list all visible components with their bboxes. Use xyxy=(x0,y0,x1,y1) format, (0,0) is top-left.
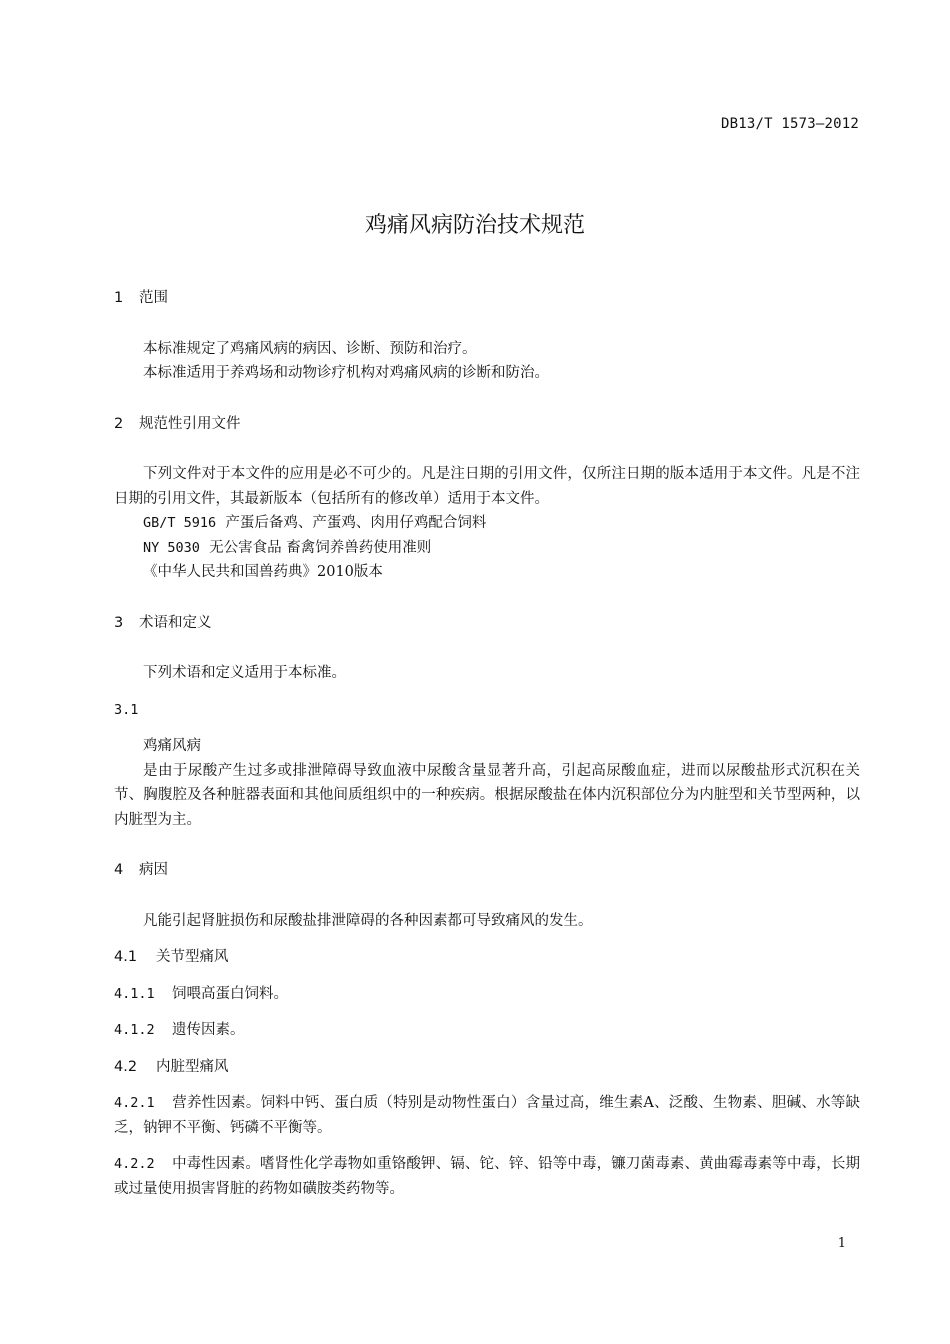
section-title: 术语和定义 xyxy=(139,614,212,631)
clause-text: 营养性因素。饲料中钙、蛋白质（特别是动物性蛋白）含量过高，维生素A、泛酸、生物素、胆碱、水等缺乏，钠钾不平衡、钙磷不平衡等。 xyxy=(114,1095,860,1136)
section-number: 4 xyxy=(114,862,124,878)
standard-code: DB13/T 1573—2012 xyxy=(720,116,859,132)
subsection-title: 关节型痛风 xyxy=(156,949,229,965)
paragraph: 下列术语和定义适用于本标准。 xyxy=(143,665,346,681)
section-number: 2 xyxy=(114,415,124,432)
reference-title: 无公害食品 畜禽饲养兽药使用准则 xyxy=(209,539,432,556)
term-name: 鸡痛风病 xyxy=(143,738,201,754)
reference-title: 产蛋后备鸡、产蛋鸡、肉用仔鸡配合饲料 xyxy=(225,515,487,531)
section-3-heading xyxy=(114,611,860,636)
page-number: 1 xyxy=(837,1236,846,1251)
clause-number: 4.2.2 xyxy=(114,1156,155,1172)
paragraph: 本标准规定了鸡痛风病的病因、诊断、预防和治疗。 xyxy=(143,340,477,357)
reference-item xyxy=(114,536,860,561)
subsection-number: 4.2 xyxy=(114,1058,138,1075)
subsection-title: 内脏型痛风 xyxy=(156,1058,229,1075)
subsection-4-2-heading xyxy=(114,1055,860,1080)
reference-code: GB/T 5916 xyxy=(143,515,217,531)
document-body xyxy=(114,286,860,1201)
clause-item xyxy=(114,982,860,1007)
clause-number: 4.1.2 xyxy=(114,1022,155,1038)
document-title: 鸡痛风病防治技术规范 xyxy=(364,213,585,238)
subsection-number xyxy=(114,698,860,723)
clause-number: 4.1.1 xyxy=(114,985,155,1002)
section-1-heading xyxy=(114,286,860,311)
section-number: 3 xyxy=(114,614,124,631)
reference-item xyxy=(114,511,860,536)
clause-item xyxy=(114,1091,860,1140)
clause-text: 饲喂高蛋白饲料。 xyxy=(172,985,288,1002)
subsection-number: 4.1 xyxy=(114,949,138,965)
paragraph: 凡能引起肾脏损伤和尿酸盐排泄障碍的各种因素都可导致痛风的发生。 xyxy=(143,912,593,929)
clause-item xyxy=(114,1152,860,1201)
clause-text: 中毒性因素。嗜肾性化学毒物如重铬酸钾、镉、铊、锌、铅等中毒，镰刀菌毒素、黄曲霉毒素等中毒，长期或过量使用损害肾脏的药物如磺胺类药物等。 xyxy=(114,1156,860,1197)
clause-item xyxy=(114,1018,860,1043)
clause-text: 遗传因素。 xyxy=(172,1022,245,1038)
term-definition: 是由于尿酸产生过多或排泄障碍导致血液中尿酸含量显著升高，引起高尿酸血症，进而以尿酸盐形式沉积在关节、胸腹腔及各种脏器表面和其他间质组织中的一种疾病。根据尿酸盐在体内沉积部位分为内脏型和关节型两种，以内脏型为主。 xyxy=(114,762,860,828)
subsection-4-1-heading xyxy=(114,945,860,970)
section-title: 范围 xyxy=(139,290,168,306)
section-4-heading xyxy=(114,858,860,883)
clause-number: 4.2.1 xyxy=(114,1095,155,1111)
paragraph: 下列文件对于本文件的应用是必不可少的。凡是注日期的引用文件，仅所注日期的版本适用于本文件。凡是不注日期的引用文件，其最新版本（包括所有的修改单）适用于本文件。 xyxy=(114,466,860,507)
section-title: 病因 xyxy=(139,862,168,878)
section-2-heading xyxy=(114,412,860,437)
reference-title: 《中华人民共和国兽药典》2010版本 xyxy=(143,564,383,580)
reference-code: NY 5030 xyxy=(143,539,200,556)
reference-item xyxy=(114,560,860,585)
paragraph: 本标准适用于养鸡场和动物诊疗机构对鸡痛风病的诊断和防治。 xyxy=(143,365,549,381)
section-title: 规范性引用文件 xyxy=(139,415,241,432)
clause-number: 3.1 xyxy=(114,701,139,718)
section-number: 1 xyxy=(114,290,124,306)
